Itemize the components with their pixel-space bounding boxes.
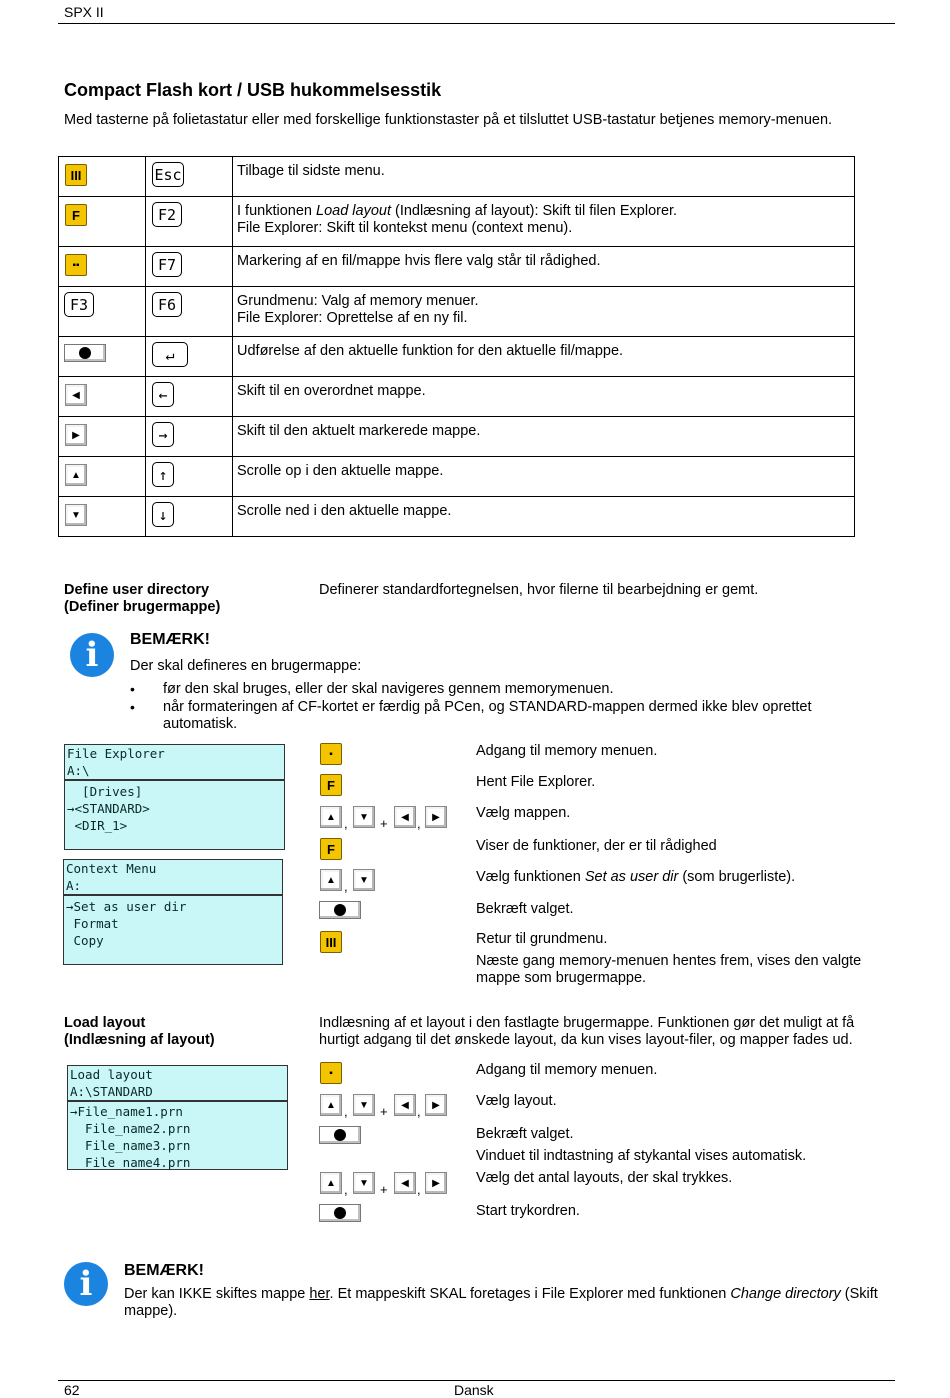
separator: + <box>380 816 388 831</box>
up-key-icon: ▲ <box>320 806 342 828</box>
row-text: Udførelse af den aktuelle funktion for den aktuelle fil/mappe. <box>233 337 855 377</box>
right-key-icon: ▶ <box>425 1172 447 1194</box>
step-text: Vælg layout. <box>476 1093 557 1109</box>
separator: + <box>380 1104 388 1119</box>
down-key-icon: ▼ <box>353 1094 375 1116</box>
note-title: BEMÆRK! <box>124 1262 204 1279</box>
define-label: Define user directory (Definer brugermappe) <box>64 582 221 615</box>
info-icon: i <box>64 1262 108 1306</box>
lcd-load-layout <box>67 1065 288 1170</box>
footer-rule <box>58 1380 895 1381</box>
separator: , <box>417 1182 421 1197</box>
bullet-dot: • <box>130 699 135 715</box>
feed-key-icon: F <box>320 774 342 796</box>
left-key-icon: ◀ <box>65 384 87 406</box>
step-text: Vinduet til indtastning af stykantal vises automatisk. <box>476 1148 807 1164</box>
enter-key-icon: ↵ <box>152 342 188 367</box>
menu-key-icon: ▪ <box>320 743 342 765</box>
esc-key-icon: Esc <box>152 162 184 187</box>
step-text: Start trykordren. <box>476 1203 580 1219</box>
lcd-row: [Drives] <box>67 784 143 799</box>
lcd-header <box>65 745 284 781</box>
define-description: Definerer standardfortegnelsen, hvor filerne til bearbejdning er gemt. <box>319 582 759 598</box>
step-text: Bekræft valget. <box>476 1126 574 1142</box>
f3-key-icon: F3 <box>64 292 94 317</box>
lcd-line: A:\ <box>67 763 90 778</box>
ok-key-icon <box>319 901 361 919</box>
table-row <box>59 457 855 497</box>
row-text: Tilbage til sidste menu. <box>233 157 855 197</box>
right-key-icon: ▶ <box>425 806 447 828</box>
bullet-item: når formateringen af CF-kortet er færdig på PCen, og STANDARD-mappen dermed ikke blev oprettet automatisk. <box>163 699 812 732</box>
step-text: Vælg mappen. <box>476 805 571 821</box>
row-text: Skift til en overordnet mappe. <box>233 377 855 417</box>
lcd-header <box>64 860 282 896</box>
step-text: Hent File Explorer. <box>476 774 596 790</box>
left-key-icon: ◀ <box>394 1172 416 1194</box>
step-text: Vælg funktionen Set as user dir (som brugerliste). <box>476 869 796 885</box>
arrow-up-key-icon: ↑ <box>152 462 174 487</box>
feed-key-icon: F <box>65 204 87 226</box>
section-intro: Med tasterne på folietastatur eller med forskellige funktionstaster på et tilsluttet USB-tastatur betjenes memory-menuen. <box>64 112 833 128</box>
lcd-row: File name4.prn <box>70 1155 191 1170</box>
menu-key-icon: III <box>65 164 87 186</box>
arrow-left-key-icon: ← <box>152 382 174 407</box>
lcd-row: Format <box>66 916 119 931</box>
menu-key-icon: III <box>320 931 342 953</box>
row-text: I funktionen Load layout (Indlæsning af layout): Skift til filen Explorer. File Explorer: Skift til kontekst menu (context menu). <box>233 197 855 247</box>
lcd-row: File_name3.prn <box>70 1138 191 1153</box>
up-key-icon: ▲ <box>320 1172 342 1194</box>
table-row <box>59 377 855 417</box>
table-row <box>59 247 855 287</box>
f7-key-icon: F7 <box>152 252 182 277</box>
lcd-context-menu <box>63 859 283 965</box>
separator: , <box>417 816 421 831</box>
up-key-icon: ▲ <box>320 1094 342 1116</box>
up-key-icon: ▲ <box>65 464 87 486</box>
down-key-icon: ▼ <box>353 1172 375 1194</box>
row-text: Grundmenu: Valg af memory menuer. File Explorer: Oprettelse af en ny fil. <box>233 287 855 337</box>
bullet-item: før den skal bruges, eller der skal navigeres gennem memorymenuen. <box>163 681 614 697</box>
lcd-line: File Explorer <box>67 746 165 761</box>
f2-key-icon: F2 <box>152 202 182 227</box>
row-text: Markering af en fil/mappe hvis flere valg står til rådighed. <box>233 247 855 287</box>
header-rule <box>58 23 895 24</box>
down-key-icon: ▼ <box>353 869 375 891</box>
step-text: Viser de funktioner, der er til rådighed <box>476 838 717 854</box>
lcd-row: →Set as user dir <box>66 899 187 914</box>
table-row <box>59 287 855 337</box>
ok-key-icon <box>319 1204 361 1222</box>
f6-key-icon: F6 <box>152 292 182 317</box>
row-text: Scrolle ned i den aktuelle mappe. <box>233 497 855 537</box>
table-row <box>59 337 855 377</box>
page-number: 62 <box>64 1382 80 1398</box>
lcd-line: A:\STANDARD <box>70 1084 153 1099</box>
table-row <box>59 497 855 537</box>
separator: , <box>417 1104 421 1119</box>
feed-key-icon: F <box>320 838 342 860</box>
load-description: Indlæsning af et layout i den fastlagte brugermappe. Funktionen gør det muligt at få hurtigt adgang til det ønskede layout, da kun vises layout-filer, og mapper fades ud. <box>319 1015 855 1048</box>
separator: , <box>344 1182 348 1197</box>
section-title: Compact Flash kort / USB hukommelsesstik <box>64 80 442 100</box>
step-text: Adgang til memory menuen. <box>476 1062 658 1078</box>
lcd-row: →File_name1.prn <box>70 1104 183 1119</box>
step-text: Bekræft valget. <box>476 901 574 917</box>
footer-language: Dansk <box>454 1382 494 1398</box>
info-icon: i <box>70 633 114 677</box>
step-text: Retur til grundmenu. <box>476 931 608 947</box>
separator: , <box>344 816 348 831</box>
arrow-right-key-icon: → <box>152 422 174 447</box>
row-text: Scrolle op i den aktuelle mappe. <box>233 457 855 497</box>
menu-key-icon: ▪ <box>320 1062 342 1084</box>
down-key-icon: ▼ <box>65 504 87 526</box>
right-key-icon: ▶ <box>425 1094 447 1116</box>
lcd-header <box>68 1066 287 1102</box>
ok-key-icon <box>64 344 106 362</box>
note-text: Der kan IKKE skiftes mappe her. Et mappeskift SKAL foretages i File Explorer med funktionen Change directory (Skift mappe). <box>124 1286 878 1319</box>
lcd-line: Context Menu <box>66 861 157 876</box>
up-key-icon: ▲ <box>320 869 342 891</box>
separator: + <box>380 1182 388 1197</box>
table-row <box>59 197 855 247</box>
left-key-icon: ◀ <box>394 1094 416 1116</box>
row-text: Skift til den aktuelt markerede mappe. <box>233 417 855 457</box>
lcd-file-explorer <box>64 744 285 850</box>
lcd-row: →<STANDARD> <box>67 801 150 816</box>
right-key-icon: ▶ <box>65 424 87 446</box>
ok-key-icon <box>319 1126 361 1144</box>
header-title: SPX II <box>64 4 104 20</box>
table-row <box>59 417 855 457</box>
note-text: Der skal defineres en brugermappe: <box>130 658 362 674</box>
left-key-icon: ◀ <box>394 806 416 828</box>
step-text: Næste gang memory-menuen hentes frem, vises den valgte mappe som brugermappe. <box>476 953 862 986</box>
lcd-line: Load layout <box>70 1067 153 1082</box>
lcd-row: File_name2.prn <box>70 1121 191 1136</box>
key-table <box>58 156 855 537</box>
step-text: Adgang til memory menuen. <box>476 743 658 759</box>
step-text: Vælg det antal layouts, der skal trykkes. <box>476 1170 733 1186</box>
table-row <box>59 157 855 197</box>
bullet-dot: • <box>130 681 135 697</box>
separator: , <box>344 879 348 894</box>
lcd-line: A: <box>66 878 82 893</box>
lcd-row: <DIR_1> <box>67 818 128 833</box>
arrow-down-key-icon: ↓ <box>152 502 174 527</box>
down-key-icon: ▼ <box>353 806 375 828</box>
note-title: BEMÆRK! <box>130 631 210 648</box>
load-label: Load layout (Indlæsning af layout) <box>64 1015 215 1048</box>
separator: , <box>344 1104 348 1119</box>
lcd-row: Copy <box>66 933 104 948</box>
cut-key-icon: ▪▪ <box>65 254 87 276</box>
